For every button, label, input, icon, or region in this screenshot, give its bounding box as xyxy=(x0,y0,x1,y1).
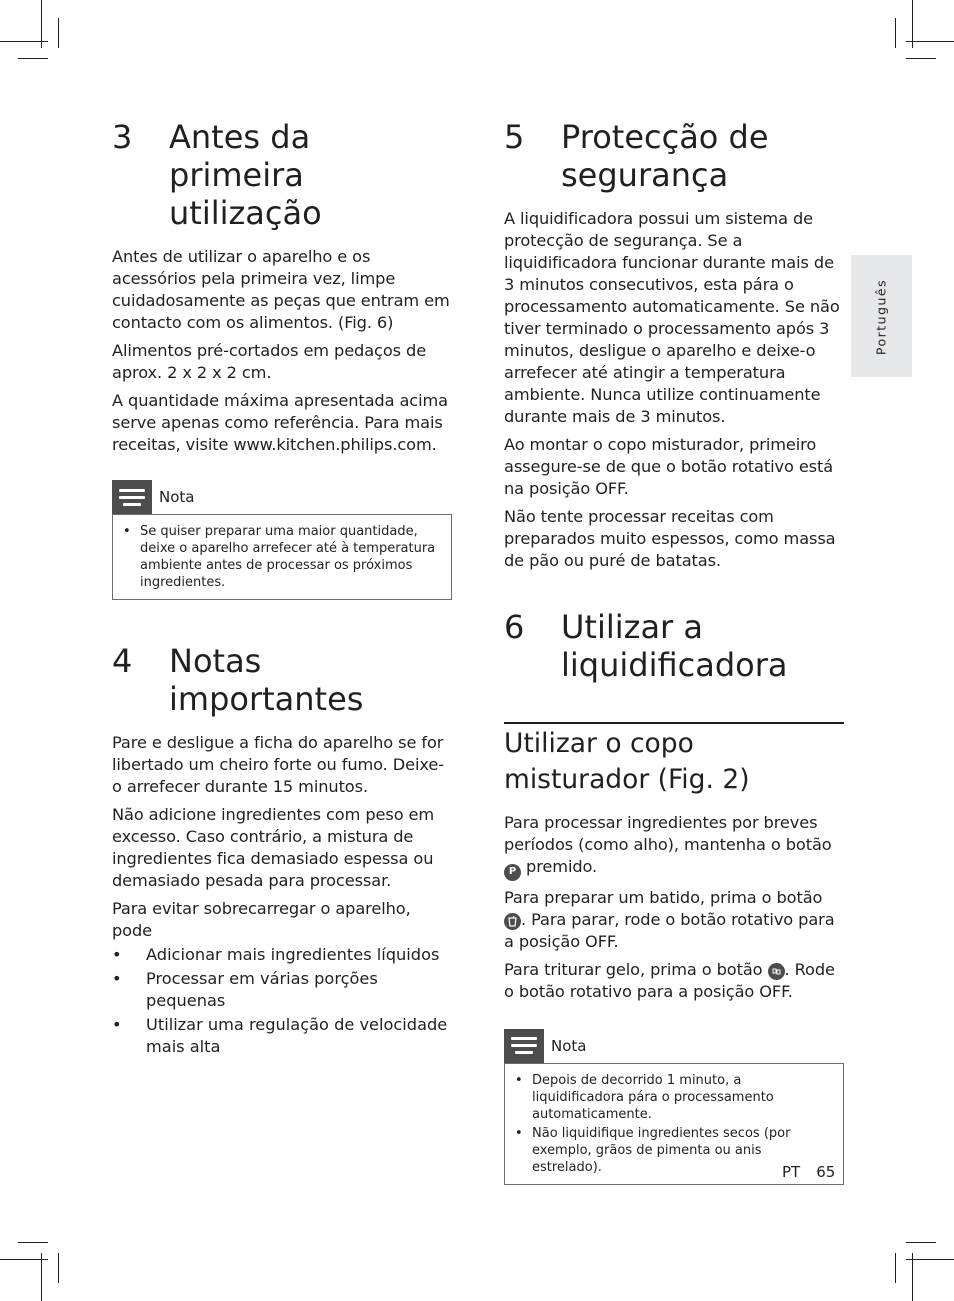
note-label: Nota xyxy=(159,488,195,506)
paragraph xyxy=(504,959,844,1003)
paragraph-text: . Para parar, rode o botão rotativo para a posição xyxy=(504,909,835,951)
paragraph: Ao montar o copo misturador, primeiro assegure-se de que o botão rotativo está na posição OFF. xyxy=(504,435,834,498)
subsection-title-line: misturador (Fig. 2) xyxy=(504,764,750,795)
off-label: OFF xyxy=(585,931,614,951)
right-column xyxy=(504,118,844,1185)
page-footer xyxy=(782,1163,835,1181)
page-number: 65 xyxy=(816,1163,836,1181)
note-item-text: Não liquidifique ingredientes secos (por exemplo, grãos de pimenta ou anis estrelado). xyxy=(532,1125,791,1175)
note-item-text: Se quiser preparar uma maior quantidade, deixe o aparelho arrefecer até à temperatura ambiente antes de processar os próximos ingredientes. xyxy=(140,524,436,590)
note-item: • Se quiser preparar uma maior quantidade, deixe o aparelho arrefecer até à temperatura ambiente antes de processar os próximos ingredientes. xyxy=(123,523,441,591)
off-label: OFF xyxy=(759,981,788,1001)
note-icon xyxy=(504,1029,544,1063)
section-5-heading xyxy=(504,118,844,194)
paragraph: Alimentos pré-cortados em pedaços de aprox. 2 x 2 x 2 cm. xyxy=(112,341,427,382)
note-header xyxy=(112,480,452,514)
ice-crush-button-icon xyxy=(768,963,785,980)
paragraph: Antes de utilizar o aparelho e os acessórios pela primeira vez, limpe cuidadosamente as peças que entram em contacto com os alimentos. (Fig. 6) xyxy=(112,247,450,332)
section-title: liquidificadora xyxy=(561,646,788,684)
note-box xyxy=(112,480,452,600)
list-item-text: Adicionar mais ingredientes líquidos xyxy=(146,945,440,964)
paragraph: A liquidificadora possui um sistema de protecção de segurança. Se a liquidificadora funcionar durante mais de 3 minutos consecutivos, esta pára o processamento automaticamente. Se não tiver terminado o processamento após 3 minutos, desligue o aparelho e deixe-o arrefecer até atingir a temperatura ambiente. Nunca utilize continuamente durante mais de 3 minutos. xyxy=(504,209,840,426)
section-title: Notas importantes xyxy=(169,642,364,718)
paragraph: Pare e desligue a ficha do aparelho se for libertado um cheiro forte ou fumo. Deixe-o arrefecer durante 15 minutos. xyxy=(112,733,444,796)
paragraph-text: Para preparar um batido, prima o botão xyxy=(504,887,823,907)
paragraph-text: . Rode o botão rotativo para a posição xyxy=(504,959,835,1001)
section-3-heading xyxy=(112,118,452,232)
section-6-heading xyxy=(504,608,844,684)
smoothie-button-icon xyxy=(504,913,521,930)
section-title: segurança xyxy=(561,156,729,194)
paragraph xyxy=(504,812,844,881)
section-title: Protecção de xyxy=(561,118,769,156)
note-header xyxy=(504,1029,844,1063)
left-column xyxy=(112,118,452,1060)
paragraph-text: . xyxy=(613,931,619,951)
language-tab xyxy=(851,255,912,377)
paragraph-text: Para processar ingredientes por breves períodos (como alho), mantenha o botão xyxy=(504,813,832,854)
list-item-text: Processar em várias porções pequenas xyxy=(146,969,378,1010)
section-number: 4 xyxy=(112,642,133,680)
note-label: Nota xyxy=(551,1036,587,1055)
paragraph: A quantidade máxima apresentada acima serve apenas como referência. Para mais receitas, visite www.kitchen.philips.com. xyxy=(112,391,448,454)
paragraph xyxy=(504,887,844,953)
note-item-text: Depois de decorrido 1 minuto, a liquidificadora pára o processamento automaticamente. xyxy=(532,1072,774,1122)
paragraph: Não adicione ingredientes com peso em excesso. Caso contrário, a mistura de ingredientes fica demasiado espessa ou demasiado pesada para processar. xyxy=(112,805,435,890)
section-4-heading xyxy=(112,642,452,718)
note-icon xyxy=(112,480,152,514)
section-number: 6 xyxy=(504,608,525,646)
paragraph: Para evitar sobrecarregar o aparelho, pode xyxy=(112,899,411,940)
list-item: • Utilizar uma regulação de velocidade mais alta xyxy=(112,1014,452,1058)
note-item: • Depois de decorrido 1 minuto, a liquidificadora pára o processamento automaticamente. xyxy=(515,1072,833,1123)
list-item: • Adicionar mais ingredientes líquidos xyxy=(112,945,440,964)
paragraph-text: premido. xyxy=(526,857,598,876)
subsection-title-line: Utilizar o copo xyxy=(504,728,694,759)
note-content xyxy=(112,514,452,600)
subsection-title xyxy=(504,726,844,798)
note-box xyxy=(504,1029,844,1185)
note-item: • Não liquidifique ingredientes secos (por exemplo, grãos de pimenta ou anis estrelado). xyxy=(515,1125,833,1176)
list-item: • Processar em várias porções pequenas xyxy=(112,968,452,1012)
paragraph: Não tente processar receitas com preparados muito espessos, como massa de pão ou puré de batatas. xyxy=(504,507,836,570)
section-number: 3 xyxy=(112,118,133,156)
paragraph-text: . xyxy=(787,981,793,1001)
section-title: Antes da primeira xyxy=(169,118,311,194)
language-tab-label: Português xyxy=(873,278,889,356)
list-item-text: Utilizar uma regulação de velocidade mais alta xyxy=(146,1015,448,1056)
pulse-button-icon: P xyxy=(504,864,521,881)
section-title: Utilizar a xyxy=(561,608,703,646)
paragraph-text: Para triturar gelo, prima o botão xyxy=(504,959,763,979)
footer-language: PT xyxy=(782,1163,801,1181)
section-number: 5 xyxy=(504,118,525,156)
section-title: utilização xyxy=(169,194,322,232)
